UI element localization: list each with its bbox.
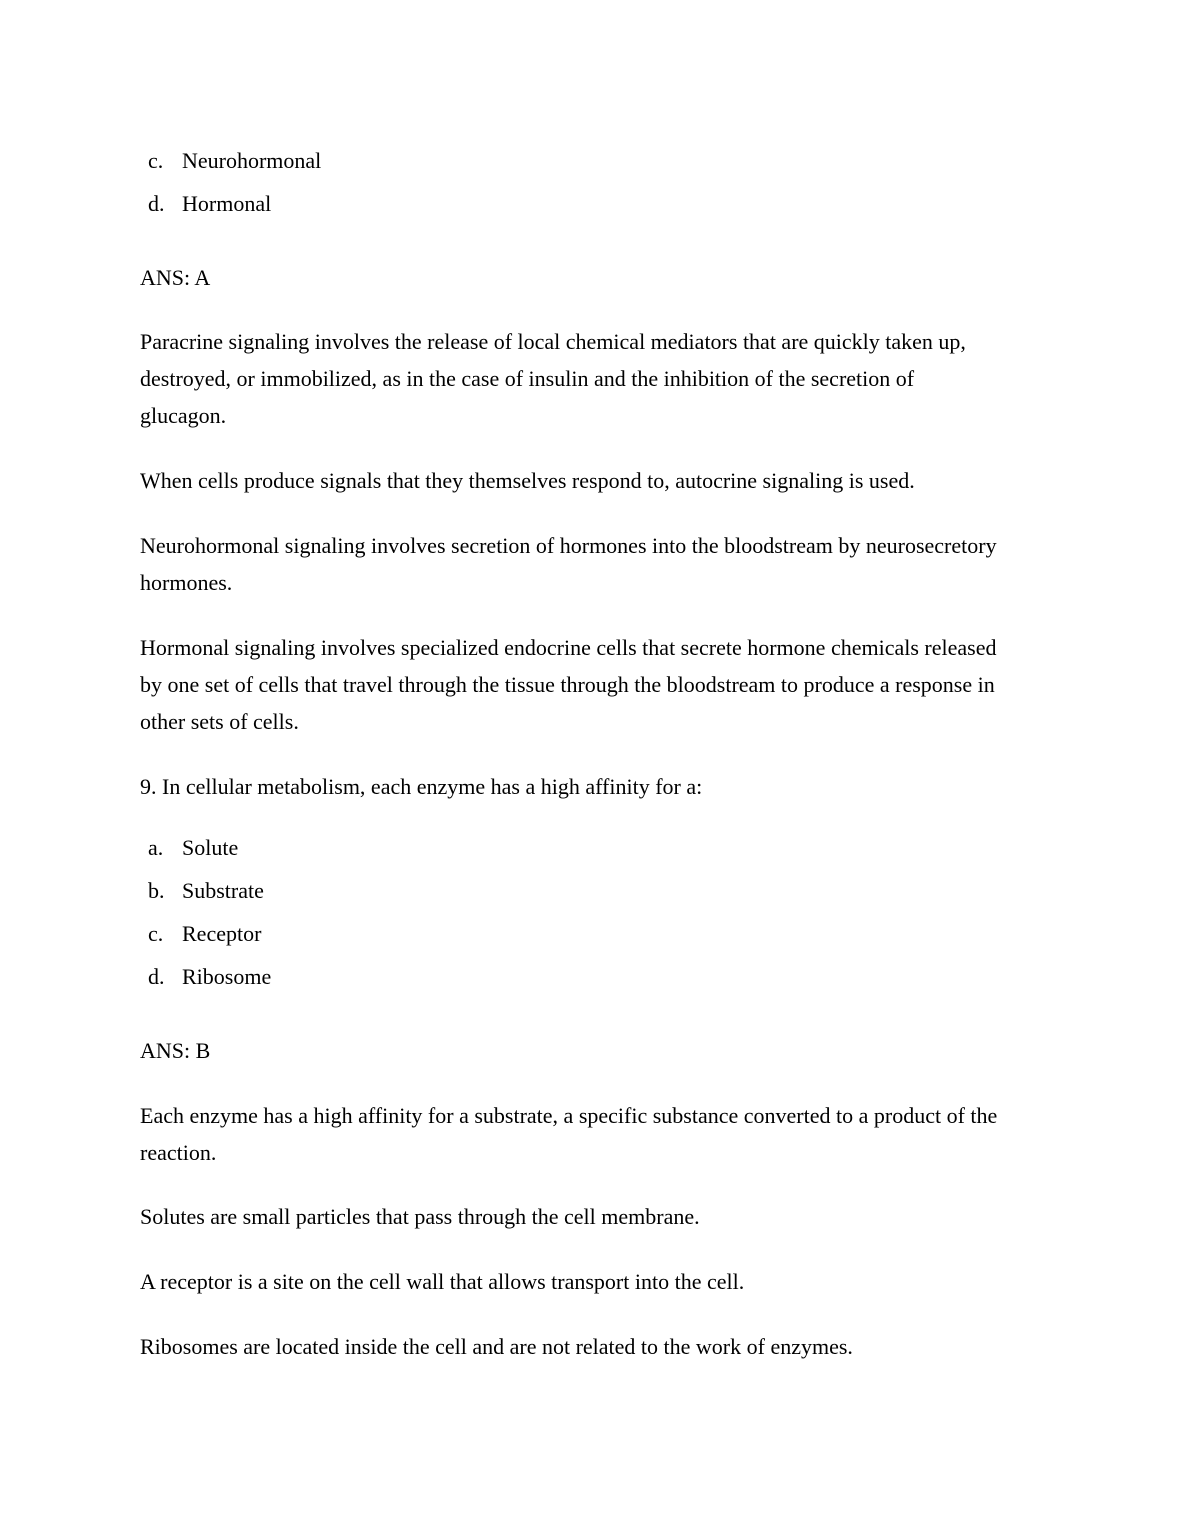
text-line: A receptor is a site on the cell wall that allows transport into the cell. — [140, 1269, 745, 1294]
text-line: When cells produce signals that they themselves respond to, autocrine signaling is used. — [140, 468, 915, 493]
option-text-ribosome: Ribosome — [182, 964, 272, 989]
q8-rationale-paracrine — [140, 323, 1060, 434]
text-line: Paracrine signaling involves the release of local chemical mediators that are quickly taken up, — [140, 329, 966, 354]
q8-answer: ANS: A — [140, 265, 211, 290]
q9-answer: ANS: B — [140, 1038, 211, 1063]
option-text-substrate: Substrate — [182, 878, 264, 903]
q9-rationale-receptor — [140, 1263, 1060, 1300]
text-line: Each enzyme has a high affinity for a substrate, a specific substance converted to a product of the — [140, 1103, 998, 1128]
q8-rationale-hormonal — [140, 629, 1060, 740]
option-letter-d: d. — [148, 964, 165, 989]
q8-rationale-autocrine — [140, 462, 1060, 499]
text-line: destroyed, or immobilized, as in the case of insulin and the inhibition of the secretion of — [140, 366, 915, 391]
text-line: hormones. — [140, 570, 233, 595]
text-line: Ribosomes are located inside the cell and are not related to the work of enzymes. — [140, 1334, 853, 1359]
option-text-hormonal: Hormonal — [182, 191, 272, 216]
text-line: Neurohormonal signaling involves secretion of hormones into the bloodstream by neurosecretory — [140, 533, 997, 558]
q8-rationale-neurohormonal — [140, 527, 1060, 601]
text-line: glucagon. — [140, 403, 227, 428]
option-letter-c: c. — [148, 921, 164, 946]
q9-rationale-solute — [140, 1198, 1060, 1235]
q9-rationale-substrate — [140, 1097, 1060, 1171]
option-letter-c: c. — [148, 148, 164, 173]
text-line: Hormonal signaling involves specialized endocrine cells that secrete hormone chemicals released — [140, 635, 997, 660]
q9-rationale-ribosome — [140, 1328, 1060, 1365]
text-line: reaction. — [140, 1140, 217, 1165]
option-letter-a: a. — [148, 835, 164, 860]
option-text-receptor: Receptor — [182, 921, 262, 946]
text-line: other sets of cells. — [140, 709, 299, 734]
text-line: by one set of cells that travel through the tissue through the bloodstream to produce a response in — [140, 672, 995, 697]
option-text-solute: Solute — [182, 835, 239, 860]
option-letter-b: b. — [148, 878, 165, 903]
text-line: Solutes are small particles that pass through the cell membrane. — [140, 1204, 700, 1229]
option-text-neurohormonal: Neurohormonal — [182, 148, 322, 173]
q9-question: 9. In cellular metabolism, each enzyme has a high affinity for a: — [140, 774, 703, 799]
option-letter-d: d. — [148, 191, 165, 216]
